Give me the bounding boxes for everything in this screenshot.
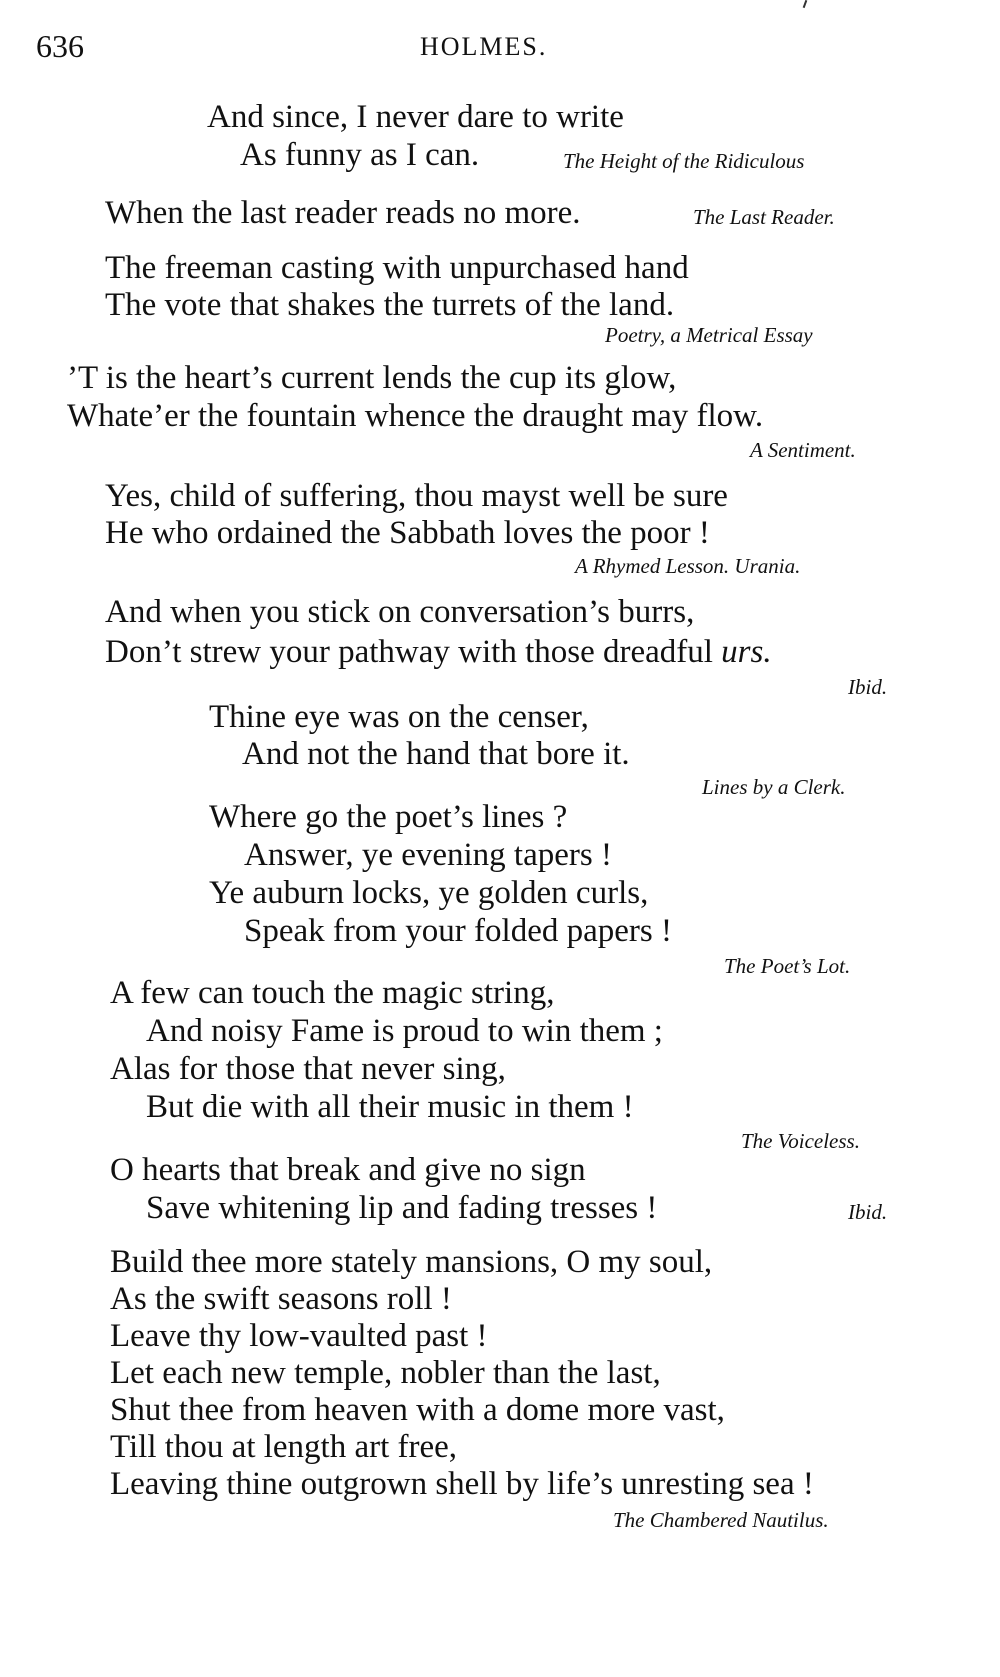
verse-line: He who ordained the Sabbath loves the poor ! <box>105 515 710 551</box>
verse-line: Build thee more stately mansions, O my soul, <box>110 1244 713 1280</box>
source-attribution: Lines by a Clerk. <box>702 775 846 799</box>
verse-line: Let each new temple, nobler than the last, <box>110 1355 661 1391</box>
italic-word: urs. <box>721 634 772 670</box>
verse-line: Till thou at length art free, <box>110 1429 458 1465</box>
verse-text: Don’t strew your pathway with those dreadful <box>105 634 713 670</box>
verse-line <box>105 632 772 672</box>
verse-line: When the last reader reads no more. <box>105 195 581 231</box>
verse-line: Where go the poet’s lines ? <box>209 799 568 835</box>
verse-line: And since, I never dare to write <box>207 99 624 135</box>
source-attribution: The Voiceless. <box>741 1129 860 1153</box>
verse-line: But die with all their music in them ! <box>146 1089 634 1125</box>
verse-line: O hearts that break and give no sign <box>110 1152 586 1188</box>
source-attribution: The Last Reader. <box>693 205 835 229</box>
source-attribution: A Rhymed Lesson. Urania. <box>575 554 801 578</box>
verse-line: Alas for those that never sing, <box>110 1051 506 1087</box>
verse-line: Yes, child of suffering, thou mayst well be sure <box>105 478 728 514</box>
source-attribution: Ibid. <box>848 1200 888 1224</box>
verse-line: Ye auburn locks, ye golden curls, <box>209 875 649 911</box>
verse-line: Whate’er the fountain whence the draught may flow. <box>67 398 764 434</box>
page-mark <box>803 0 808 8</box>
source-attribution: A Sentiment. <box>750 438 856 462</box>
source-attribution: The Chambered Nautilus. <box>613 1508 829 1532</box>
page-number: 636 <box>36 28 84 64</box>
verse-line: A few can touch the magic string, <box>110 975 555 1011</box>
verse-line: Answer, ye evening tapers ! <box>244 837 612 873</box>
verse-line: Leaving thine outgrown shell by life’s unresting sea ! <box>110 1466 814 1502</box>
verse-line: Speak from your folded papers ! <box>244 913 672 949</box>
verse-line: And not the hand that bore it. <box>242 736 630 772</box>
verse-line: The vote that shakes the turrets of the land. <box>105 287 675 323</box>
verse-line: Leave thy low-vaulted past ! <box>110 1318 488 1354</box>
verse-line: And noisy Fame is proud to win them ; <box>146 1013 663 1049</box>
verse-line: And when you stick on conversation’s burrs, <box>105 594 695 630</box>
source-attribution: Ibid. <box>848 675 888 699</box>
verse-line: The freeman casting with unpurchased hand <box>105 250 689 286</box>
verse-line: ’T is the heart’s current lends the cup its glow, <box>67 360 677 396</box>
verse-line: Shut thee from heaven with a dome more vast, <box>110 1392 725 1428</box>
source-attribution: Poetry, a Metrical Essay <box>605 323 813 347</box>
verse-line: Save whitening lip and fading tresses ! <box>146 1190 658 1226</box>
verse-line: As the swift seasons roll ! <box>110 1281 452 1317</box>
source-attribution: The Poet’s Lot. <box>724 954 851 978</box>
verse-line: Thine eye was on the censer, <box>209 699 589 735</box>
source-attribution: The Height of the Ridiculous <box>563 149 805 173</box>
verse-line: As funny as I can. <box>240 137 480 173</box>
running-title: HOLMES. <box>420 32 548 61</box>
